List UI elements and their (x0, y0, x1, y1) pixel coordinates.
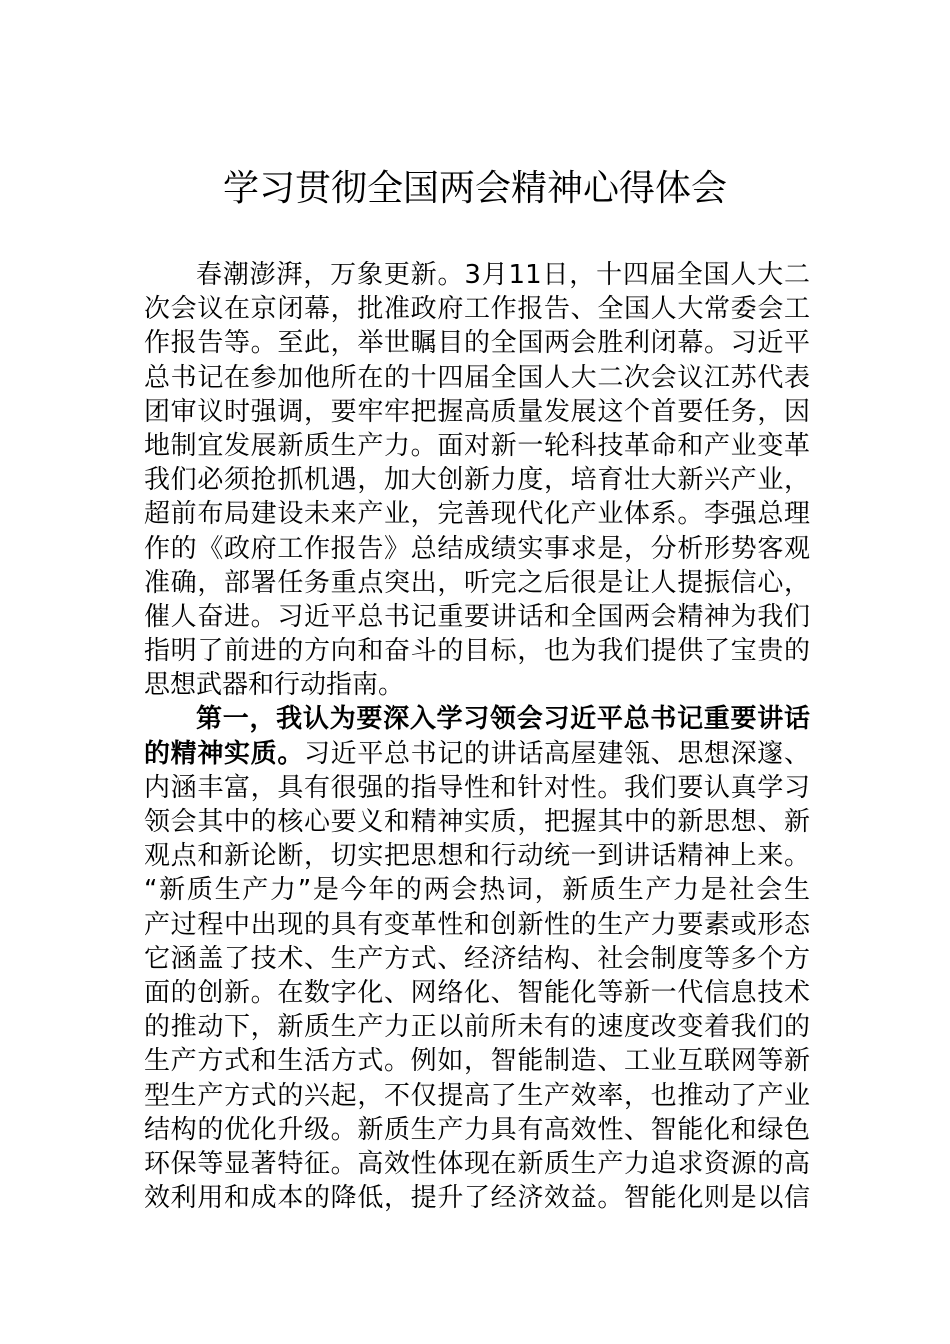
text-line: 的推动下，新质生产力正以前所未有的速度改变着我们的 (144, 1012, 810, 1043)
text-line: 生产方式和生活方式。例如，智能制造、工业互联网等新 (144, 1046, 810, 1077)
text-line: 结构的优化升级。新质生产力具有高效性、智能化和绿色 (144, 1114, 810, 1145)
text-line: 型生产方式的兴起，不仅提高了生产效率，也推动了产业 (144, 1080, 810, 1111)
section-heading-end: 的精神实质。 (144, 738, 304, 769)
text-line: 内涵丰富，具有很强的指导性和针对性。我们要认真学习 (144, 772, 810, 803)
text-line: 产过程中出现的具有变革性和创新性的生产力要素或形态 (144, 909, 810, 940)
text-line: 我们必须抢抓机遇，加大创新力度，培育壮大新兴产业， (144, 465, 810, 496)
text-line: 次会议在京闭幕，批准政府工作报告、全国人大常委会工 (144, 294, 810, 325)
document-title: 学习贯彻全国两会精神心得体会 (222, 168, 727, 209)
text-line: 总书记在参加他所在的十四届全国人大二次会议江苏代表 (144, 362, 810, 393)
text-line (144, 737, 810, 771)
text-line: 面的创新。在数字化、网络化、智能化等新一代信息技术 (144, 977, 810, 1008)
section-heading: 第一，我认为要深入学习领会习近平总书记重要讲话 (196, 704, 810, 735)
text-line: 它涵盖了技术、生产方式、经济结构、社会制度等多个方 (144, 943, 810, 974)
text-line: 作的《政府工作报告》总结成绩实事求是，分析形势客观 (144, 533, 810, 564)
text-line: 准确，部署任务重点突出，听完之后很是让人提振信心， (144, 567, 810, 598)
text-line: 作报告等。至此，举世瞩目的全国两会胜利闭幕。习近平 (144, 328, 810, 359)
text-line: 春潮澎湃，万象更新。3月11日，十四届全国人大二 (196, 260, 810, 290)
paragraph-first-point (144, 702, 810, 1215)
text-run: 习近平总书记的讲话高屋建瓴、思想深邃、 (304, 738, 810, 769)
text-line: 环保等显著特征。高效性体现在新质生产力追求资源的高 (144, 1148, 810, 1179)
text-line: 效利用和成本的降低，提升了经济效益。智能化则是以信 (144, 1183, 810, 1214)
text-line: 地制宜发展新质生产力。面对新一轮科技革命和产业变革 (144, 430, 810, 461)
text-line: 超前布局建设未来产业，完善现代化产业体系。李强总理 (144, 499, 810, 530)
text-line: 领会其中的核心要义和精神实质，把握其中的新思想、新 (144, 807, 810, 837)
paragraph-intro (144, 258, 810, 702)
text-line: 指明了前进的方向和奋斗的目标，也为我们提供了宝贵的 (144, 636, 810, 667)
document-body (144, 258, 810, 1215)
text-line: 团审议时强调，要牢牢把握高质量发展这个首要任务，因 (144, 396, 810, 427)
text-line: 思想武器和行动指南。 (144, 670, 405, 701)
text-line: 观点和新论断，切实把思想和行动统一到讲话精神上来。 (144, 841, 810, 872)
text-line: “新质生产力”是今年的两会热词，新质生产力是社会生 (144, 875, 810, 906)
text-line: 催人奋进。习近平总书记重要讲话和全国两会精神为我们 (144, 601, 810, 632)
